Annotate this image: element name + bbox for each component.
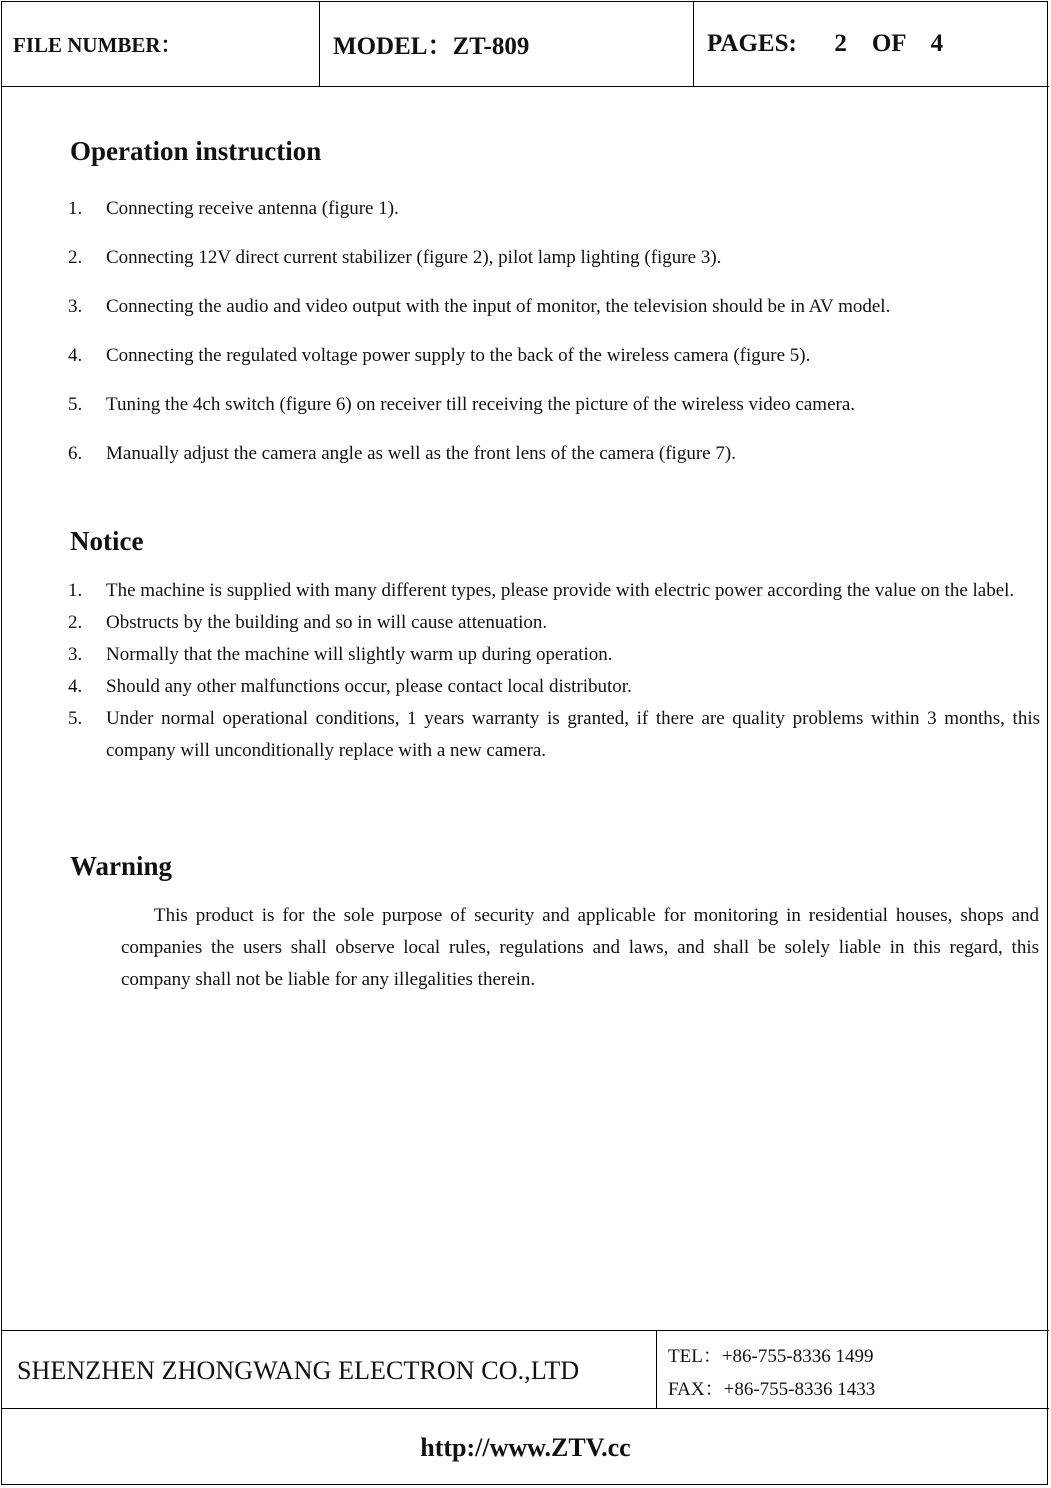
notice-list bbox=[68, 575, 1040, 767]
warning-title: Warning bbox=[70, 851, 173, 881]
operation-title: Operation instruction bbox=[70, 136, 322, 166]
item-number: 1. bbox=[68, 198, 83, 219]
item-number: 3. bbox=[68, 296, 83, 317]
list-item bbox=[68, 438, 1040, 470]
operation-list bbox=[68, 193, 1040, 487]
item-text: Connecting the regulated voltage power supply to the back of the wireless camera (figure 5). bbox=[106, 345, 811, 366]
item-number: 6. bbox=[68, 443, 83, 464]
footer-col-divider bbox=[656, 1330, 657, 1408]
list-item bbox=[68, 575, 1040, 607]
tel-number: TEL：+86-755-8336 1499 bbox=[668, 1346, 874, 1367]
list-item bbox=[68, 639, 1040, 671]
header-col-divider-1 bbox=[319, 1, 320, 87]
item-number: 3. bbox=[68, 644, 83, 665]
model-label: MODEL：ZT-809 bbox=[333, 32, 530, 60]
item-number: 4. bbox=[68, 345, 83, 366]
item-number: 1. bbox=[68, 580, 83, 601]
item-text: Connecting 12V direct current stabilizer (figure 2), pilot lamp lighting (figure 3). bbox=[106, 247, 722, 268]
pages-label: PAGES: 2 OF 4 bbox=[707, 29, 944, 57]
footer-divider bbox=[1, 1330, 1049, 1331]
item-text: Obstructs by the building and so in will cause attenuation. bbox=[106, 612, 548, 633]
list-item bbox=[68, 607, 1040, 639]
warning-body: This product is for the sole purpose of security and applicable for monitoring in residential houses, shops and companies the users shall observe local rules, regulations and laws, and shall be solely liable in this regard, this company shall not be liable for any illegalities therein. bbox=[121, 905, 1039, 990]
item-text: Tuning the 4ch switch (figure 6) on receiver till receiving the picture of the wireless video camera. bbox=[106, 394, 856, 415]
company-name: SHENZHEN ZHONGWANG ELECTRON CO.,LTD bbox=[17, 1355, 580, 1385]
fax-number: FAX：+86-755-8336 1433 bbox=[668, 1379, 876, 1400]
item-number: 2. bbox=[68, 247, 83, 268]
item-text: Under normal operational conditions, 1 years warranty is granted, if there are quality problems within 3 months, this company will unconditionally replace with a new camera. bbox=[106, 708, 1040, 761]
list-item bbox=[68, 291, 1040, 323]
website-link[interactable]: http://www.ZTV.cc bbox=[420, 1432, 631, 1462]
notice-title: Notice bbox=[70, 526, 144, 556]
item-text: Should any other malfunctions occur, please contact local distributor. bbox=[106, 676, 632, 697]
item-number: 5. bbox=[68, 708, 83, 729]
item-text: Manually adjust the camera angle as well as the front lens of the camera (figure 7). bbox=[106, 443, 736, 464]
list-item bbox=[68, 389, 1040, 421]
file-number-label: FILE NUMBER： bbox=[13, 32, 182, 57]
list-item bbox=[68, 703, 1040, 767]
item-text: The machine is supplied with many different types, please provide with electric power according the value on the label. bbox=[106, 580, 1015, 601]
list-item bbox=[68, 193, 1040, 225]
item-text: Connecting receive antenna (figure 1). bbox=[106, 198, 399, 219]
list-item bbox=[68, 242, 1040, 274]
item-number: 2. bbox=[68, 612, 83, 633]
item-number: 5. bbox=[68, 394, 83, 415]
item-text: Connecting the audio and video output with the input of monitor, the television should be in AV model. bbox=[106, 296, 891, 317]
list-item bbox=[68, 671, 1040, 703]
item-number: 4. bbox=[68, 676, 83, 697]
item-text: Normally that the machine will slightly warm up during operation. bbox=[106, 644, 613, 665]
list-item bbox=[68, 340, 1040, 372]
header-col-divider-2 bbox=[693, 1, 694, 87]
